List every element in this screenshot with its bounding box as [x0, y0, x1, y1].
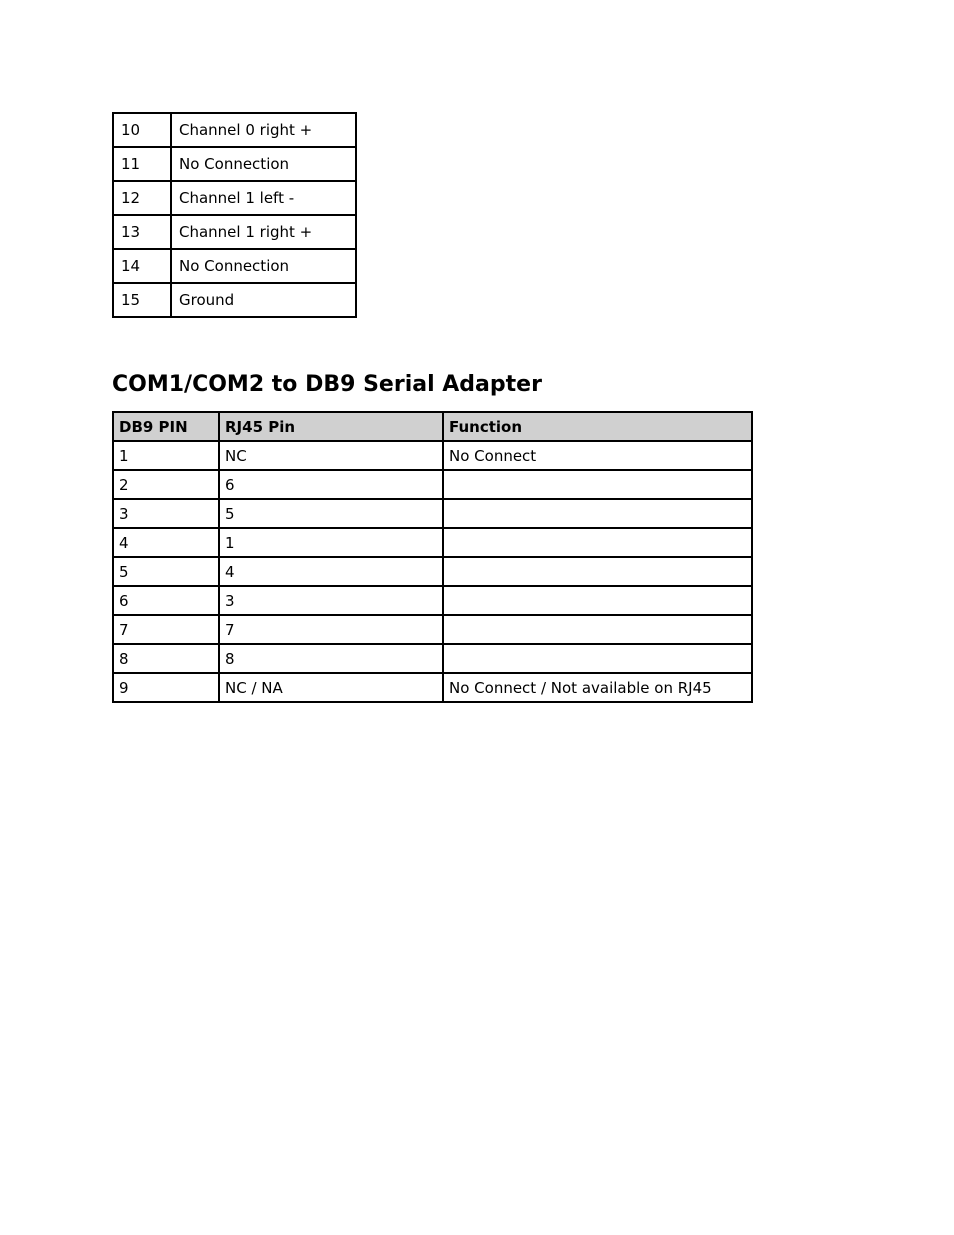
function-cell — [443, 528, 752, 557]
db9-pin-cell: 5 — [113, 557, 219, 586]
pin-signal-cell: Channel 0 right + — [171, 113, 356, 147]
pin-number-cell: 10 — [113, 113, 171, 147]
function-cell — [443, 470, 752, 499]
column-header-function: Function — [443, 412, 752, 441]
rj45-pin-cell: 7 — [219, 615, 443, 644]
table-row — [113, 673, 752, 702]
db9-pin-cell: 8 — [113, 644, 219, 673]
table-row — [113, 147, 356, 181]
pin-number-cell: 13 — [113, 215, 171, 249]
function-cell: No Connect / Not available on RJ45 — [443, 673, 752, 702]
table-row — [113, 113, 356, 147]
rj45-pin-cell: 6 — [219, 470, 443, 499]
pin-signal-cell: No Connection — [171, 249, 356, 283]
table-row — [113, 181, 356, 215]
pin-signal-cell: Channel 1 right + — [171, 215, 356, 249]
pin-number-cell: 14 — [113, 249, 171, 283]
table-row — [113, 586, 752, 615]
table-row — [113, 528, 752, 557]
column-header-db9-pin: DB9 PIN — [113, 412, 219, 441]
pin-signal-cell: No Connection — [171, 147, 356, 181]
rj45-pin-cell: NC — [219, 441, 443, 470]
db9-pin-cell: 3 — [113, 499, 219, 528]
pin-table — [112, 112, 357, 318]
pin-number-cell: 15 — [113, 283, 171, 317]
function-cell — [443, 499, 752, 528]
pin-signal-cell: Ground — [171, 283, 356, 317]
rj45-pin-cell: 5 — [219, 499, 443, 528]
function-cell — [443, 644, 752, 673]
table-row — [113, 557, 752, 586]
table-row — [113, 615, 752, 644]
table-row — [113, 249, 356, 283]
db9-pin-cell: 1 — [113, 441, 219, 470]
adapter-table — [112, 411, 753, 703]
table-row — [113, 283, 356, 317]
table-row — [113, 470, 752, 499]
rj45-pin-cell: NC / NA — [219, 673, 443, 702]
db9-pin-cell: 2 — [113, 470, 219, 499]
pin-number-cell: 11 — [113, 147, 171, 181]
table-row — [113, 215, 356, 249]
rj45-pin-cell: 1 — [219, 528, 443, 557]
table-row — [113, 499, 752, 528]
function-cell — [443, 557, 752, 586]
db9-pin-cell: 6 — [113, 586, 219, 615]
table-row — [113, 441, 752, 470]
pin-signal-cell: Channel 1 left - — [171, 181, 356, 215]
db9-pin-cell: 9 — [113, 673, 219, 702]
column-header-rj45-pin: RJ45 Pin — [219, 412, 443, 441]
section-heading: COM1/COM2 to DB9 Serial Adapter — [112, 372, 542, 397]
table-row — [113, 644, 752, 673]
db9-pin-cell: 4 — [113, 528, 219, 557]
function-cell — [443, 615, 752, 644]
pin-number-cell: 12 — [113, 181, 171, 215]
db9-pin-cell: 7 — [113, 615, 219, 644]
function-cell: No Connect — [443, 441, 752, 470]
rj45-pin-cell: 8 — [219, 644, 443, 673]
rj45-pin-cell: 3 — [219, 586, 443, 615]
rj45-pin-cell: 4 — [219, 557, 443, 586]
function-cell — [443, 586, 752, 615]
table-header-row — [113, 412, 752, 441]
